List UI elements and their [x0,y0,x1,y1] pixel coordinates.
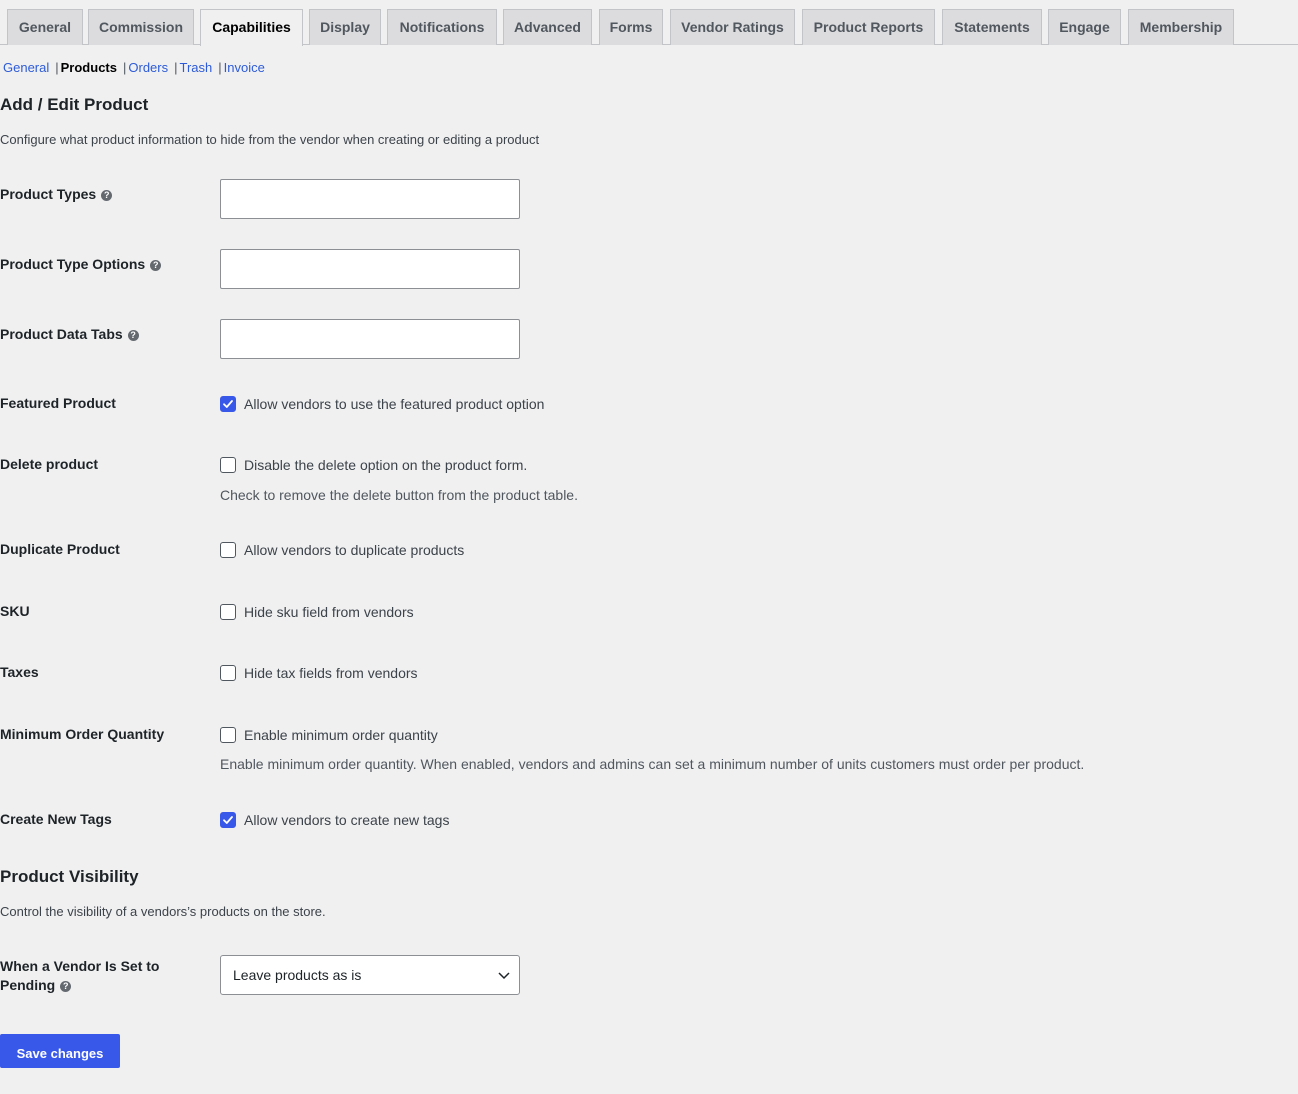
delete-product-checkbox-label: Disable the delete option on the product form. [244,457,528,473]
subnav-products-current: Products [60,60,117,75]
product-visibility-heading: Product Visibility [0,867,139,886]
taxes-checkbox-label: Hide tax fields from vendors [244,665,418,681]
tab-statements[interactable]: Statements [942,9,1042,45]
product-data-tabs-label [0,325,139,344]
featured-product-checkbox[interactable] [220,396,236,412]
pending-vendor-label [0,957,159,995]
taxes-checkbox[interactable] [220,665,236,681]
product-data-tabs-label-text: Product Data Tabs [0,326,123,342]
pending-vendor-label-line1: When a Vendor Is Set to [0,958,160,974]
product-types-label-text: Product Types [0,186,97,202]
create-new-tags-checkbox-label: Allow vendors to create new tags [244,812,450,828]
add-edit-product-description: Configure what product information to hide from the vendor when creating or editing a product [0,132,540,147]
sku-checkbox[interactable] [220,604,236,620]
tab-display[interactable]: Display [309,9,381,45]
featured-product-label: Featured Product [0,395,116,411]
tab-capabilities[interactable]: Capabilities [200,9,303,46]
taxes-option [220,664,418,682]
checkmark-icon [222,814,234,826]
checkmark-icon [222,398,234,410]
sku-label: SKU [0,603,30,619]
question-circle-icon[interactable]: ? [150,260,161,271]
tab-product-reports[interactable]: Product Reports [802,9,935,45]
tab-general[interactable]: General [7,9,83,45]
duplicate-product-checkbox-label: Allow vendors to duplicate products [244,542,465,558]
delete-product-checkbox[interactable] [220,457,236,473]
question-circle-icon[interactable]: ? [60,981,71,992]
subnav-separator: | [218,60,222,75]
duplicate-product-option [220,541,464,559]
subnav-separator: | [55,60,59,75]
taxes-label: Taxes [0,664,39,680]
sku-checkbox-label: Hide sku field from vendors [244,604,414,620]
subnav-separator: | [174,60,178,75]
product-type-options-label [0,255,161,274]
tab-membership[interactable]: Membership [1128,9,1234,45]
create-new-tags-option [220,811,449,829]
subnav-trash-link[interactable]: Trash [179,60,213,75]
save-changes-button[interactable]: Save changes [0,1034,120,1068]
minimum-order-quantity-option [220,726,438,744]
chevron-down-icon [498,970,510,980]
pending-vendor-label-line2: Pending [0,977,56,993]
tab-engage[interactable]: Engage [1048,9,1121,45]
product-data-tabs-field[interactable] [220,319,520,359]
subnav-invoice-link[interactable]: Invoice [223,60,265,75]
tab-notifications[interactable]: Notifications [387,9,497,45]
pending-vendor-select[interactable] [220,955,520,995]
product-type-options-label-text: Product Type Options [0,256,146,272]
product-visibility-description: Control the visibility of a vendors’s products on the store. [0,904,326,919]
tab-commission[interactable]: Commission [88,9,194,45]
add-edit-product-heading: Add / Edit Product [0,95,149,114]
product-types-field[interactable] [220,179,520,219]
minimum-order-quantity-hint: Enable minimum order quantity. When enabled, vendors and admins can set a minimum number of units customers must order per product. [220,756,1085,772]
create-new-tags-checkbox[interactable] [220,812,236,828]
duplicate-product-label: Duplicate Product [0,541,120,557]
pending-vendor-select-value: Leave products as is [233,967,362,983]
minimum-order-quantity-checkbox[interactable] [220,727,236,743]
capabilities-subnav [3,59,265,77]
settings-tabs [0,0,1298,45]
minimum-order-quantity-checkbox-label: Enable minimum order quantity [244,727,438,743]
tab-advanced[interactable]: Advanced [503,9,592,45]
question-circle-icon[interactable]: ? [101,190,112,201]
featured-product-checkbox-label: Allow vendors to use the featured product option [244,396,545,412]
subnav-separator: | [122,60,127,75]
tab-forms[interactable]: Forms [599,9,663,45]
delete-product-label: Delete product [0,456,99,472]
product-type-options-field[interactable] [220,249,520,289]
product-types-label [0,185,112,204]
sku-option [220,603,414,621]
question-circle-icon[interactable]: ? [128,330,139,341]
create-new-tags-label: Create New Tags [0,811,112,827]
featured-product-option [220,395,544,413]
minimum-order-quantity-label: Minimum Order Quantity [0,726,165,742]
subnav-orders-link[interactable]: Orders [128,60,169,75]
duplicate-product-checkbox[interactable] [220,542,236,558]
tab-vendor-ratings[interactable]: Vendor Ratings [670,9,795,45]
delete-product-hint: Check to remove the delete button from the product table. [220,487,578,503]
subnav-general-link[interactable]: General [3,60,50,75]
delete-product-option [220,456,527,474]
